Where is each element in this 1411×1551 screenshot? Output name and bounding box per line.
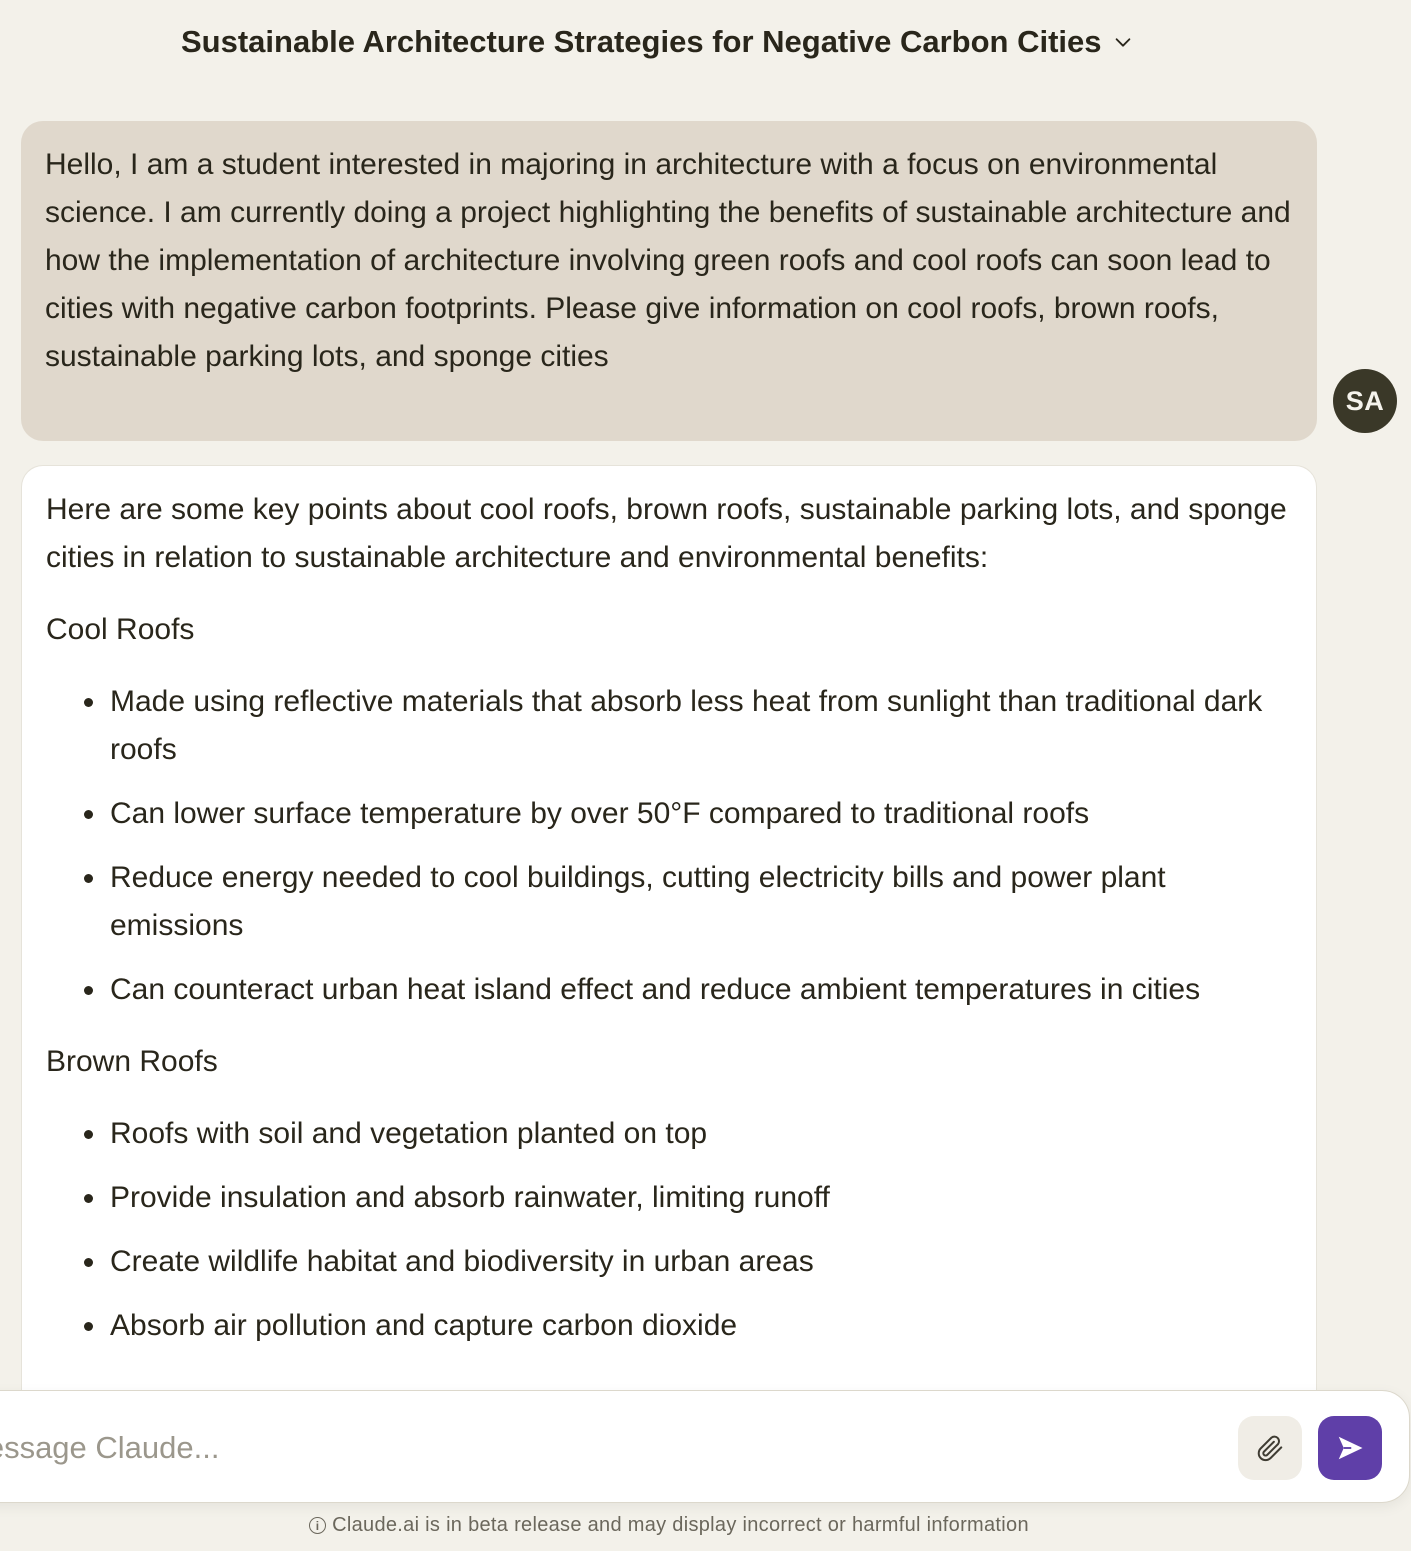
message-composer [0, 1390, 1410, 1503]
conversation-title-button[interactable] [181, 22, 1134, 62]
send-button[interactable] [1318, 1416, 1382, 1480]
chat-header [0, 0, 1411, 86]
user-avatar[interactable]: SA [1333, 369, 1397, 433]
attach-file-button[interactable] [1238, 1416, 1302, 1480]
list-item: Can counteract urban heat island effect and reduce ambient temperatures in cities [46, 966, 1292, 1014]
section-heading: Brown Roofs [46, 1045, 218, 1078]
send-icon [1335, 1433, 1365, 1463]
list-item: Create wildlife habitat and biodiversity in urban areas [46, 1238, 1292, 1286]
assistant-intro: Here are some key points about cool roofs, brown roofs, sustainable parking lots, and sponge cities in relation to sustainable architecture and environmental benefits: [46, 493, 1287, 574]
user-message [21, 121, 1317, 441]
paperclip-icon [1255, 1433, 1285, 1463]
section-heading: Cool Roofs [46, 613, 195, 646]
list-item: Made using reflective materials that absorb less heat from sunlight than traditional dark roofs [46, 678, 1292, 774]
beta-disclaimer [0, 1514, 1338, 1537]
list-item: Provide insulation and absorb rainwater, limiting runoff [46, 1174, 1292, 1222]
bullet-list [46, 678, 1292, 1014]
list-item: Absorb air pollution and capture carbon dioxide [46, 1302, 1292, 1350]
chevron-down-icon [1112, 31, 1134, 53]
info-icon: i [309, 1517, 326, 1534]
list-item: Roofs with soil and vegetation planted on top [46, 1110, 1292, 1158]
list-item: Can lower surface temperature by over 50°F compared to traditional roofs [46, 790, 1292, 838]
list-item: Reduce energy needed to cool buildings, cutting electricity bills and power plant emissions [46, 854, 1292, 950]
conversation-title: Sustainable Architecture Strategies for Negative Carbon Cities [181, 24, 1102, 59]
bullet-list [46, 1110, 1292, 1350]
assistant-message [21, 465, 1317, 1465]
disclaimer-text: Claude.ai is in beta release and may display incorrect or harmful information [332, 1514, 1029, 1536]
message-input[interactable] [0, 1425, 1221, 1471]
user-message-text: Hello, I am a student interested in majoring in architecture with a focus on environmental science. I am currently doing a project highlighting the benefits of sustainable architecture and how the implementation of architecture involving green roofs and cool roofs can soon lead to cities with negative carbon footprints. Please give information on cool roofs, brown roofs, sustainable parking lots, and sponge cities [45, 148, 1291, 373]
